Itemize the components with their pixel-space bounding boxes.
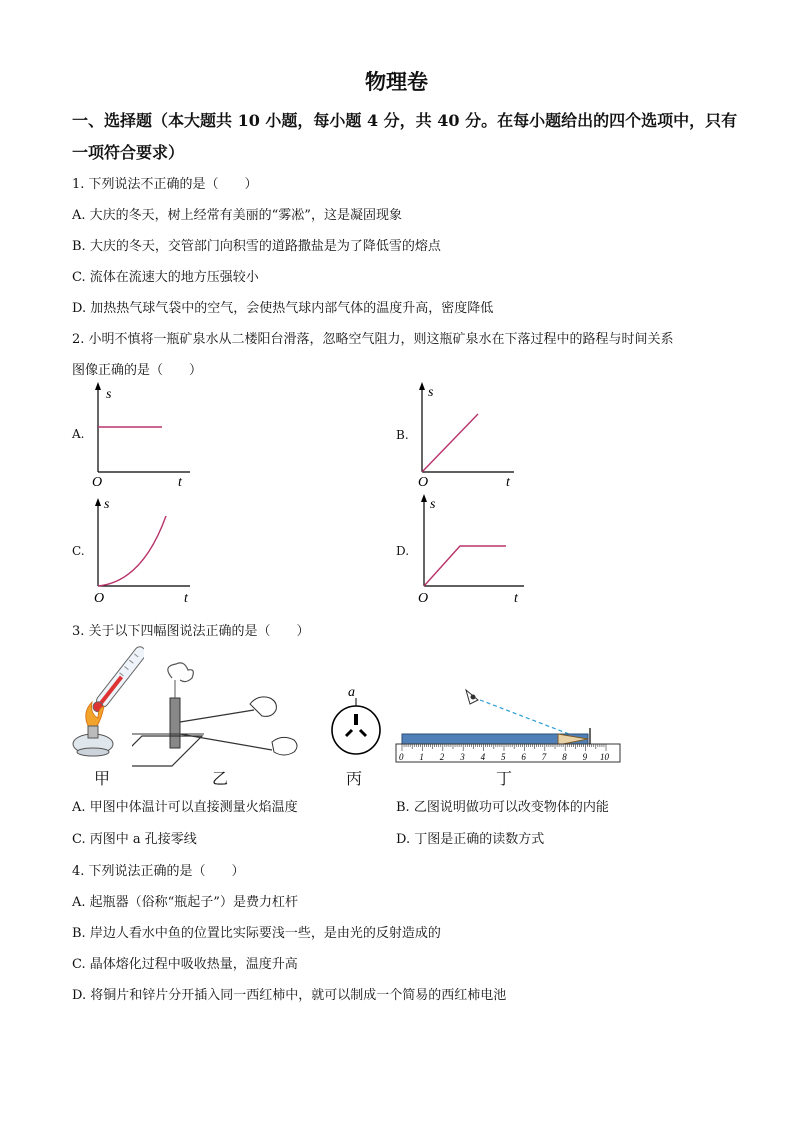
- graph-c-origin: O: [94, 591, 105, 606]
- ruler-tick-label: 1: [419, 752, 424, 762]
- ruler-tick-label: 4: [480, 752, 486, 762]
- ruler-tick-label: 8: [562, 752, 567, 762]
- ruler-tick-label: 6: [521, 752, 526, 762]
- q4-option-b: B. 岸边人看水中鱼的位置比实际要浅一些，是由光的反射造成的: [72, 926, 441, 941]
- caption-ding: 丁: [496, 769, 513, 788]
- graph-c: [86, 496, 196, 608]
- ruler-tick-label: 10: [600, 752, 609, 762]
- graph-a-origin: O: [92, 475, 103, 490]
- graph-d: [410, 492, 528, 608]
- graph-b-curve: [422, 414, 478, 472]
- graph-d-label: D.: [396, 544, 410, 558]
- q3-option-a: A. 甲图中体温计可以直接测量火焰温度: [72, 800, 298, 815]
- socket-a-label: a: [348, 685, 355, 700]
- page-title: 物理卷: [365, 69, 428, 94]
- q1-option-a: A. 大庆的冬天，树上经常有美丽的“雾凇”，这是凝固现象: [72, 208, 402, 223]
- ruler-tick-label: 7: [541, 752, 547, 762]
- graph-a-y-label: s: [106, 387, 112, 402]
- graph-d-origin: O: [418, 591, 429, 606]
- q1-option-d: D. 加热热气球气袋中的空气，会使热气球内部气体的温度升高，密度降低: [72, 301, 494, 316]
- graph-a: [86, 380, 196, 490]
- graph-b: [410, 380, 520, 490]
- graph-c-y-label: s: [104, 497, 110, 512]
- graph-c-curve: [98, 516, 166, 586]
- graph-a-label: A.: [72, 427, 85, 441]
- figure-bing-socket: [324, 684, 388, 756]
- q1-option-c: C. 流体在流速大的地方压强较小: [72, 270, 259, 285]
- q3-option-c: C. 丙图中 a 孔接零线: [72, 832, 197, 847]
- q4-option-a: A. 起瓶器（俗称“瓶起子”）是费力杠杆: [72, 895, 298, 910]
- graph-b-label: B.: [396, 428, 409, 442]
- graph-b-origin: O: [418, 475, 429, 490]
- caption-jia: 甲: [94, 769, 111, 788]
- section-heading-cont: 一项符合要求）: [72, 143, 185, 162]
- graph-d-curve: [424, 546, 506, 586]
- ruler-tick-label: 3: [460, 752, 465, 762]
- q1-stem: 1. 下列说法不正确的是（ ）: [72, 177, 258, 192]
- q4-stem: 4. 下列说法正确的是（ ）: [72, 864, 245, 879]
- graph-c-x-label: t: [184, 591, 188, 606]
- graph-b-y-label: s: [428, 385, 434, 400]
- graph-b-x-label: t: [506, 475, 510, 490]
- q4-option-d: D. 将铜片和锌片分开插入同一西红柿中，就可以制成一个简易的西红柿电池: [72, 988, 507, 1003]
- graph-c-label: C.: [72, 544, 85, 558]
- caption-yi: 乙: [212, 769, 229, 788]
- figure-ding-ruler-reading: [394, 684, 626, 768]
- q2-stem: 2. 小明不慎将一瓶矿泉水从二楼阳台滑落，忽略空气阻力，则这瓶矿泉水在下落过程中的路程与时间关系: [72, 332, 674, 347]
- q2-stem-cont: 图像正确的是（ ）: [72, 363, 203, 378]
- ruler-tick-label: 9: [582, 752, 588, 762]
- graph-d-x-label: t: [514, 591, 518, 606]
- q3-stem: 3. 关于以下四幅图说法正确的是（ ）: [72, 624, 310, 639]
- q3-option-b: B. 乙图说明做功可以改变物体的内能: [396, 800, 609, 815]
- figure-yi-friction-tube: [132, 662, 308, 774]
- q1-option-b: B. 大庆的冬天，交管部门向积雪的道路撒盐是为了降低雪的熔点: [72, 239, 441, 254]
- q3-option-d: D. 丁图是正确的读数方式: [396, 832, 545, 847]
- caption-bing: 丙: [346, 769, 363, 788]
- ruler-tick-label: 2: [439, 752, 445, 762]
- q4-option-c: C. 晶体熔化过程中吸收热量，温度升高: [72, 957, 298, 972]
- section-heading: 一、选择题（本大题共 10 小题，每小题 4 分，共 40 分。在每小题给出的四个选项中，只有: [72, 111, 738, 130]
- ruler-tick-label: 5: [501, 752, 506, 762]
- graph-d-y-label: s: [430, 497, 436, 512]
- ruler-tick-label: 0: [399, 752, 404, 762]
- graph-a-x-label: t: [178, 475, 182, 490]
